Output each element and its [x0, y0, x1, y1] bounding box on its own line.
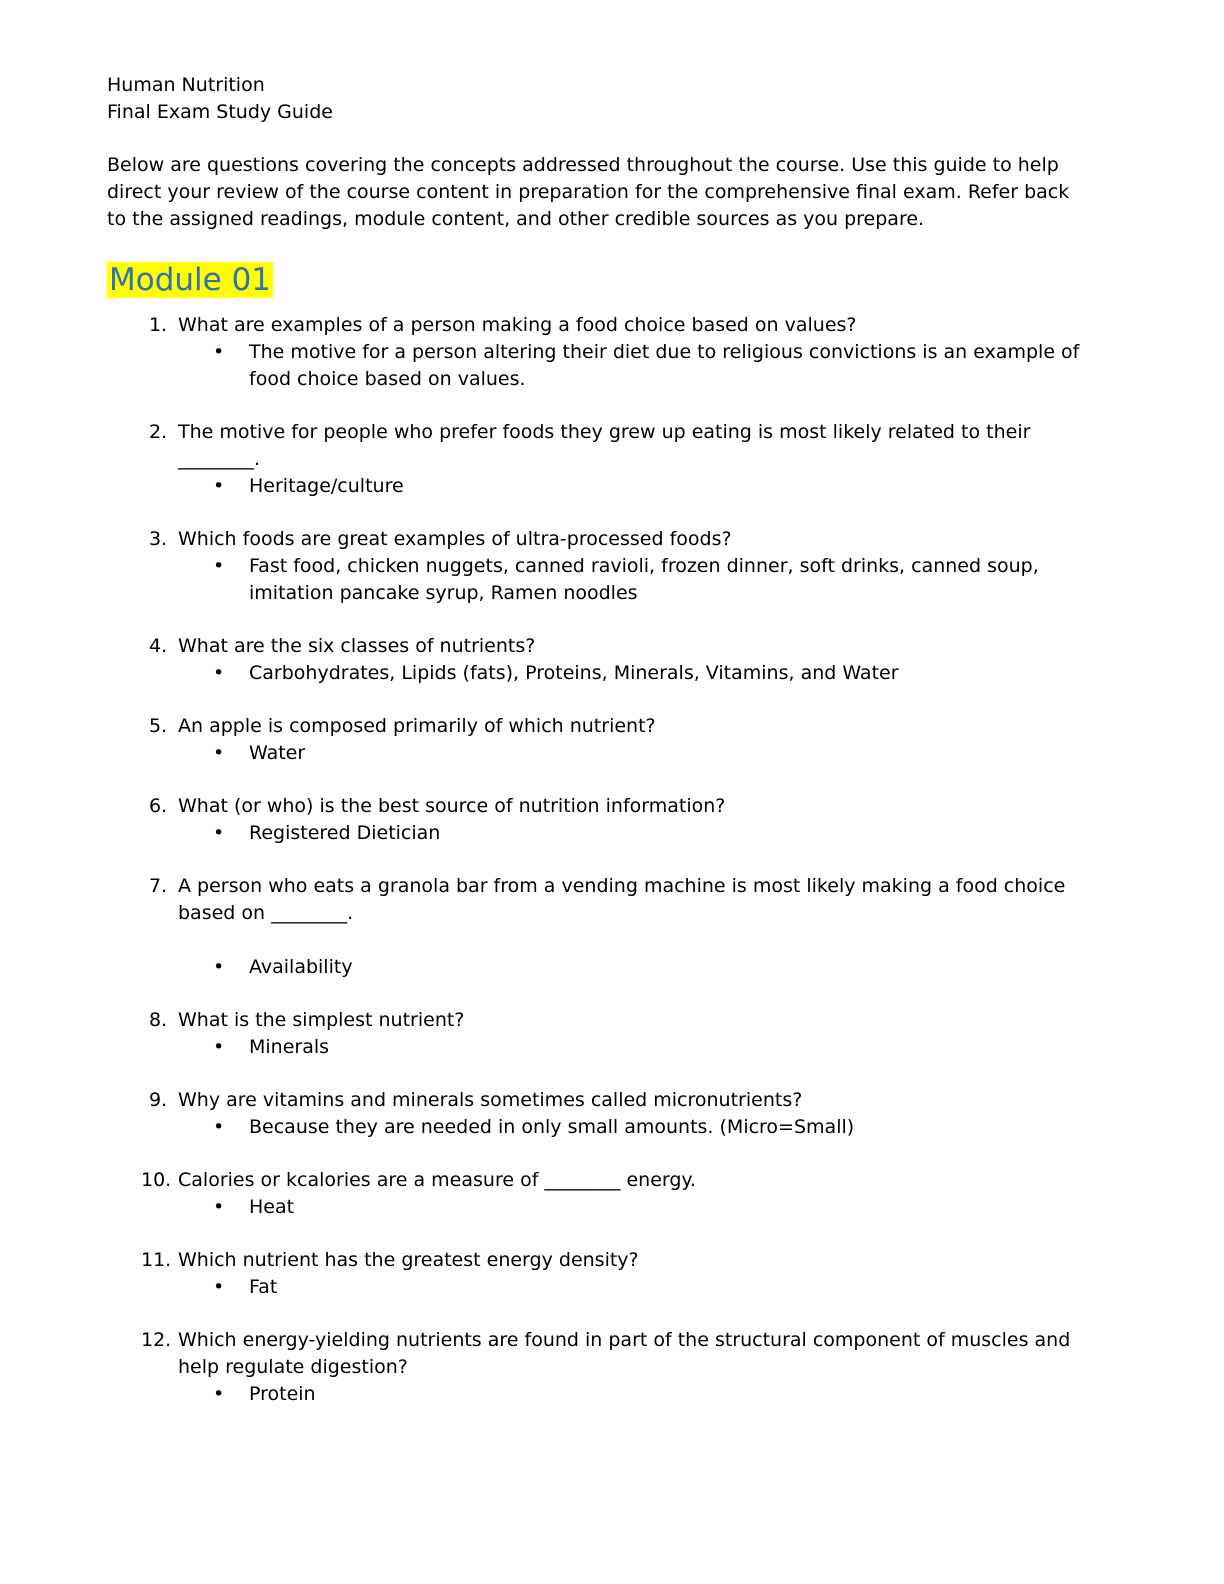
- answer-list: [178, 1194, 1097, 1221]
- bullet-icon: •: [213, 822, 225, 844]
- answer-item: [178, 1381, 1097, 1408]
- bullet-icon: •: [213, 475, 225, 497]
- question-list: [107, 312, 1097, 1408]
- question-number: 7.: [149, 875, 168, 897]
- question-text: Which energy-yielding nutrients are found in part of the structural component of muscles and help regulate digestion?: [178, 1329, 1071, 1378]
- answer-item: [178, 1194, 1097, 1221]
- bullet-icon: •: [213, 956, 225, 978]
- answer-text: Minerals: [249, 1036, 330, 1058]
- question-text: What is the simplest nutrient?: [178, 1009, 465, 1031]
- answer-list: [178, 660, 1097, 687]
- answer-list: [178, 954, 1097, 981]
- answer-list: [178, 473, 1097, 500]
- question-text: A person who eats a granola bar from a vending machine is most likely making a food choice based on ________.: [178, 875, 1066, 924]
- bullet-icon: •: [213, 742, 225, 764]
- question-item: [107, 526, 1097, 607]
- question-text: What are examples of a person making a food choice based on values?: [178, 314, 857, 336]
- question-number: 11.: [141, 1249, 172, 1271]
- answer-text: Carbohydrates, Lipids (fats), Proteins, Minerals, Vitamins, and Water: [249, 662, 899, 684]
- question-item: [107, 1007, 1097, 1061]
- question-item: [107, 1167, 1097, 1221]
- answer-item: [178, 660, 1097, 687]
- answer-item: [178, 1114, 1097, 1141]
- module-heading: [107, 261, 1097, 299]
- question-item: [107, 1247, 1097, 1301]
- question-number: 9.: [149, 1089, 168, 1111]
- course-title: Human Nutrition: [107, 74, 265, 96]
- answer-text: Fast food, chicken nuggets, canned ravioli, frozen dinner, soft drinks, canned soup, imitation pancake syrup, Ramen noodles: [249, 555, 1039, 604]
- question-number: 8.: [149, 1009, 168, 1031]
- answer-item: [178, 1034, 1097, 1061]
- answer-text: Heat: [249, 1196, 295, 1218]
- answer-text: Water: [249, 742, 306, 764]
- question-item: [107, 419, 1097, 500]
- answer-item: [178, 740, 1097, 767]
- answer-item: [178, 954, 1097, 981]
- bullet-icon: •: [213, 1116, 225, 1138]
- module-heading-text: Module 01: [109, 262, 272, 298]
- answer-text: Heritage/culture: [249, 475, 404, 497]
- question-number: 3.: [149, 528, 168, 550]
- answer-list: [178, 339, 1097, 393]
- question-text: The motive for people who prefer foods they grew up eating is most likely related to their ________.: [178, 421, 1031, 470]
- question-number: 1.: [149, 314, 168, 336]
- answer-list: [178, 1381, 1097, 1408]
- bullet-icon: •: [213, 662, 225, 684]
- question-item: [107, 793, 1097, 847]
- answer-text: Because they are needed in only small amounts. (Micro=Small): [249, 1116, 855, 1138]
- question-number: 10.: [141, 1169, 172, 1191]
- answer-list: [178, 553, 1097, 607]
- question-text: Which nutrient has the greatest energy density?: [178, 1249, 639, 1271]
- question-item: [107, 1087, 1097, 1141]
- answer-text: Availability: [249, 956, 353, 978]
- question-number: 6.: [149, 795, 168, 817]
- question-text: Why are vitamins and minerals sometimes called micronutrients?: [178, 1089, 803, 1111]
- answer-text: Protein: [249, 1383, 316, 1405]
- question-item: [107, 1327, 1097, 1408]
- question-item: [107, 312, 1097, 393]
- answer-item: [178, 339, 1097, 393]
- question-number: 12.: [141, 1329, 172, 1351]
- answer-list: [178, 1034, 1097, 1061]
- answer-item: [178, 1274, 1097, 1301]
- answer-list: [178, 740, 1097, 767]
- answer-item: [178, 553, 1097, 607]
- bullet-icon: •: [213, 1036, 225, 1058]
- bullet-icon: •: [213, 1276, 225, 1298]
- question-number: 5.: [149, 715, 168, 737]
- bullet-icon: •: [213, 1196, 225, 1218]
- question-text: What (or who) is the best source of nutrition information?: [178, 795, 726, 817]
- question-item: [107, 873, 1097, 981]
- question-item: [107, 633, 1097, 687]
- bullet-icon: •: [213, 555, 225, 577]
- bullet-icon: •: [213, 341, 225, 363]
- question-text: What are the six classes of nutrients?: [178, 635, 536, 657]
- answer-list: [178, 1274, 1097, 1301]
- question-text: An apple is composed primarily of which nutrient?: [178, 715, 656, 737]
- answer-list: [178, 820, 1097, 847]
- document-title: Final Exam Study Guide: [107, 101, 333, 123]
- answer-text: Registered Dietician: [249, 822, 441, 844]
- document-page: [107, 72, 1097, 1408]
- answer-item: [178, 820, 1097, 847]
- intro-paragraph: Below are questions covering the concepts addressed throughout the course. Use this guide to help direct your review of the course content in preparation for the comprehensive final exam. Refer back to the assigned readings, module content, and other credible sources as you prepare.: [107, 154, 1070, 230]
- answer-item: [178, 473, 1097, 500]
- answer-list: [178, 1114, 1097, 1141]
- question-text: Which foods are great examples of ultra-processed foods?: [178, 528, 732, 550]
- question-number: 2.: [149, 421, 168, 443]
- bullet-icon: •: [213, 1383, 225, 1405]
- question-item: [107, 713, 1097, 767]
- answer-text: The motive for a person altering their diet due to religious convictions is an example of food choice based on values.: [249, 341, 1080, 390]
- answer-text: Fat: [249, 1276, 278, 1298]
- question-number: 4.: [149, 635, 168, 657]
- question-text: Calories or kcalories are a measure of ________ energy.: [178, 1169, 697, 1191]
